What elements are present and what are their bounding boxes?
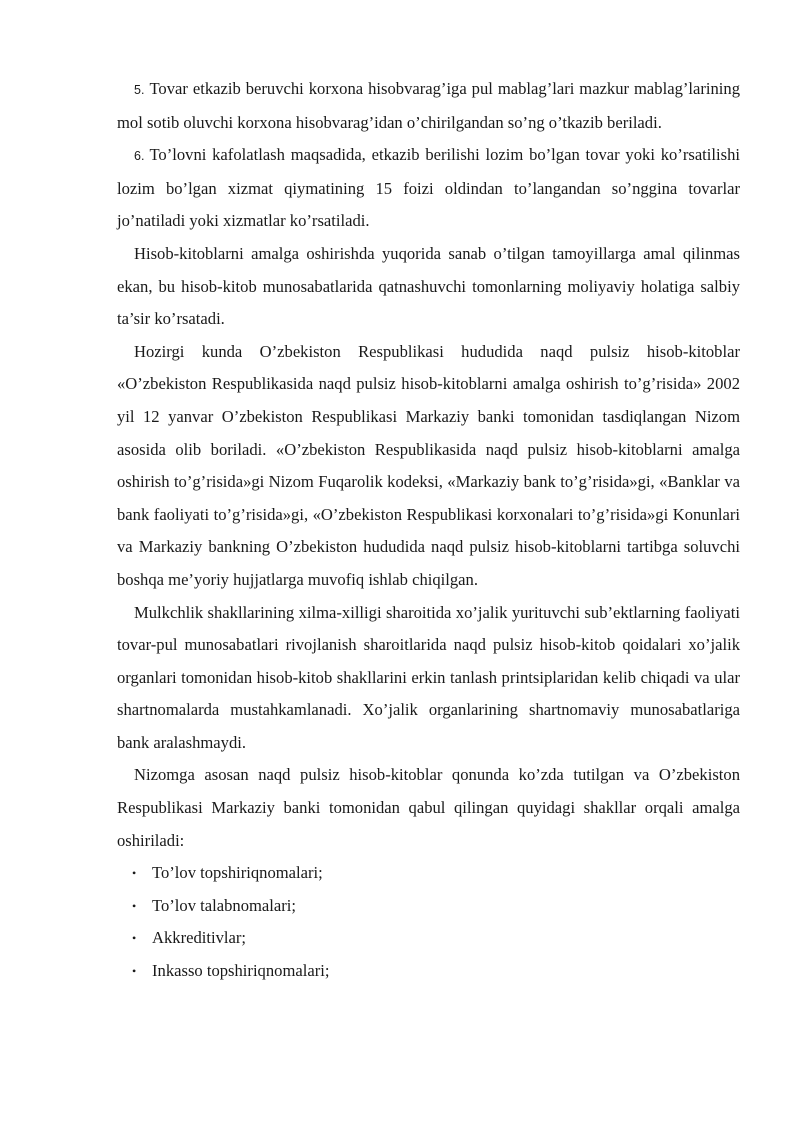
list-item-text: Akkreditivlar;	[152, 928, 247, 948]
document-page	[117, 73, 740, 988]
payment-forms-list	[117, 857, 740, 987]
list-item	[117, 955, 740, 988]
numbered-item-6	[117, 139, 740, 238]
paragraph-principles: Hisob-kitoblarni amalga oshirishda yuqorida sanab o’tilgan tamoyillarga amal qilinmas ekan, bu hisob-kitob munosabatlarida qatnashuvchi tomonlarning moliyaviy holatiga salbiy ta’sir ko’rsatadi.	[117, 243, 740, 329]
paragraph-ownership: Mulkchlik shakllarining xilma-xilligi sharoitida xo’jalik yurituvchi sub’ektlarning faoliyati tovar-pul munosabatlari rivojlanish sharoitlarida naqd pulsiz hisob-kitob qoidalari xo’jalik organlari tomonidan hisob-kitob shakllarini erkin tanlash printsiplaridan kelib chiqadi va ular shartnomalarda mustahkamlanadi. Xo’jalik organlarining shartnomaviy munosabatlariga bank aralashmaydi.	[117, 602, 740, 752]
list-item	[117, 857, 740, 890]
paragraph-regulation: Hozirgi kunda O’zbekiston Respublikasi hududida naqd pulsiz hisob-kitoblar «O’zbekiston Respublikasida naqd pulsiz hisob-kitoblarni amalga oshirish to’g’risida» 2002 yil 12 yanvar O’zbekiston Respublikasi Markaziy banki tomonidan tasdiqlangan Nizom asosida olib boriladi. «O’zbekiston Respublikasida naqd pulsiz hisob-kitoblarni amalga oshirish to’g’risida»gi Nizom Fuqarolik kodeksi, «Markaziy bank to’g’risida»gi, «Banklar va bank faoliyati to’g’risida»gi, «O’zbekiston Respublikasi korxonalari to’g’risida»gi Konunlari va Markaziy bankning O’zbekiston hududida naqd pulsiz hisob-kitoblarni tartibga soluvchi boshqa me’yoriy hujjatlarga muvofiq ishlab chiqilgan.	[117, 341, 740, 589]
list-item	[117, 922, 740, 955]
list-item	[117, 890, 740, 923]
list-item-text: To’lov topshiriqnomalari;	[152, 863, 323, 883]
item-text: To’lovni kafolatlash maqsadida, etkazib berilishi lozim bo’lgan tovar yoki ko’rsatilishi lozim bo’lgan xizmat qiymatining 15 foizi oldindan to’langandan so’nggina tovarlar jo’natiladi yoki xizmatlar ko’rsatiladi.	[117, 145, 740, 231]
numbered-item-5	[117, 73, 740, 139]
list-item-text: Inkasso topshiriqnomalari;	[152, 961, 330, 981]
list-item-text: To’lov talabnomalari;	[152, 895, 296, 915]
bullet-icon: •	[132, 931, 137, 946]
item-number: 5.	[134, 83, 145, 97]
item-text: Tovar etkazib beruvchi korxona hisobvarag’iga pul mablag’lari mazkur mablag’larining mol sotib oluvchi korxona hisobvarag’idan o’chirilgandan so’ng o’tkazib beriladi.	[117, 79, 740, 132]
bullet-icon: •	[132, 866, 137, 881]
bullet-icon: •	[132, 964, 137, 979]
paragraph-forms-intro: Nizomga asosan naqd pulsiz hisob-kitoblar qonunda ko’zda tutilgan va O’zbekiston Respublikasi Markaziy banki tomonidan qabul qilingan quyidagi shakllar orqali amalga oshiriladi:	[117, 765, 740, 850]
item-number: 6.	[134, 149, 145, 164]
bullet-icon: •	[132, 898, 137, 913]
